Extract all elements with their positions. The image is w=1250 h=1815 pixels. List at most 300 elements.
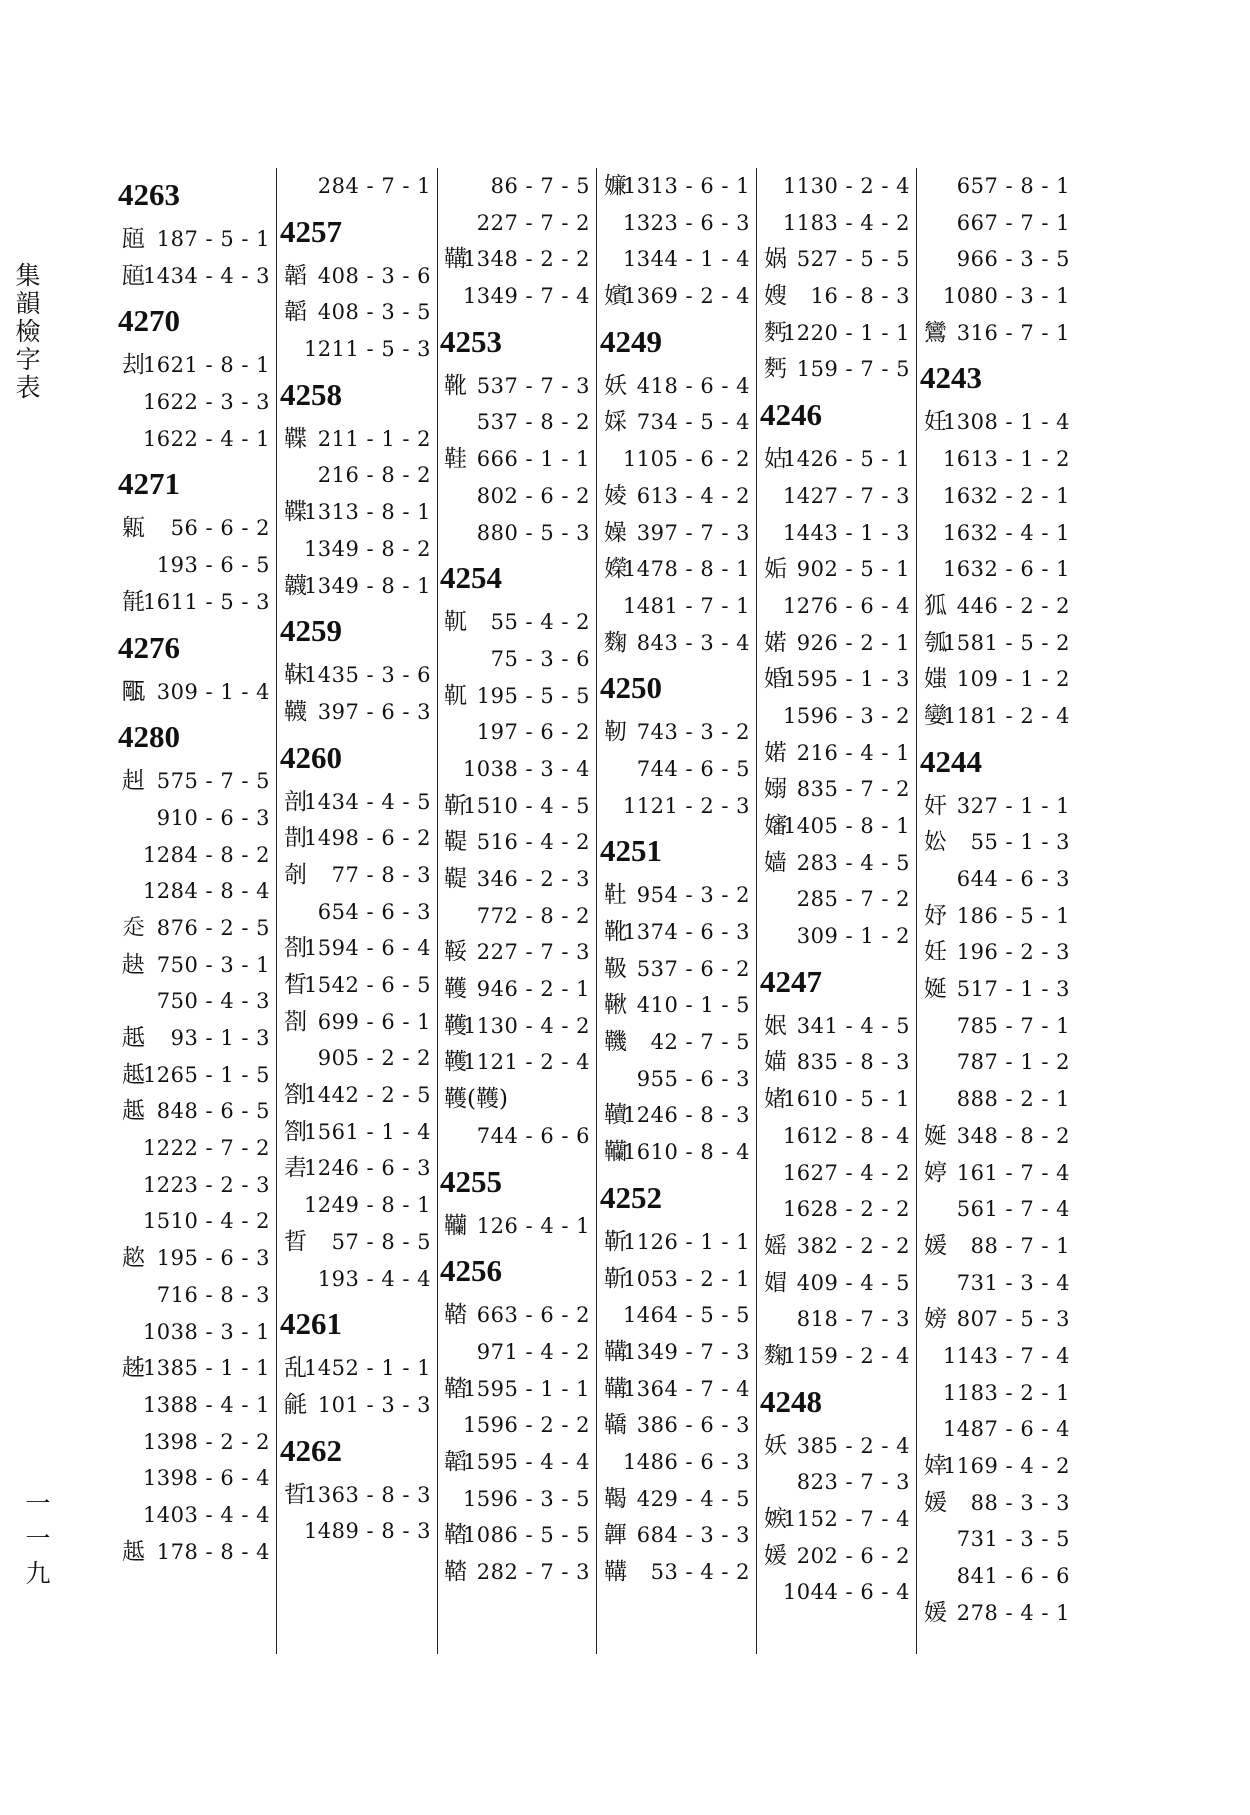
index-entry bbox=[118, 1424, 272, 1461]
entry-reference: 1349 - 7 - 4 bbox=[462, 284, 590, 309]
entry-character: 妖 bbox=[604, 372, 627, 399]
index-entry bbox=[440, 1554, 592, 1591]
entry-reference: 1611 - 5 - 3 bbox=[142, 589, 270, 614]
index-entry bbox=[118, 1093, 272, 1130]
entry-reference: 1222 - 7 - 2 bbox=[142, 1136, 270, 1161]
section-code-label: 4253 bbox=[440, 323, 502, 359]
entry-character: 鞲 bbox=[444, 246, 467, 273]
index-entry bbox=[600, 714, 752, 751]
index-entry bbox=[600, 588, 752, 625]
index-entry bbox=[280, 457, 433, 494]
entry-reference: 731 - 3 - 5 bbox=[956, 1527, 1070, 1552]
index-entry bbox=[760, 1464, 912, 1501]
entry-character: 靸 bbox=[604, 955, 627, 982]
index-entry bbox=[920, 205, 1072, 242]
entry-character: 娫 bbox=[924, 976, 947, 1003]
index-entry bbox=[118, 947, 272, 984]
index-entry bbox=[760, 588, 912, 625]
entry-reference: 86 - 7 - 5 bbox=[490, 174, 590, 198]
index-entry bbox=[440, 971, 592, 1008]
index-entry bbox=[280, 894, 433, 931]
index-entry bbox=[600, 168, 752, 205]
section-code bbox=[118, 294, 272, 347]
index-entry bbox=[600, 1407, 752, 1444]
entry-reference: 1183 - 2 - 1 bbox=[942, 1380, 1070, 1405]
index-entry bbox=[600, 1334, 752, 1371]
index-entry bbox=[440, 1008, 592, 1045]
entry-reference: 848 - 6 - 5 bbox=[156, 1099, 270, 1124]
entry-reference: 1489 - 8 - 3 bbox=[303, 1519, 431, 1544]
entry-reference: 195 - 6 - 3 bbox=[156, 1246, 270, 1271]
entry-character: 婚 bbox=[764, 666, 787, 693]
index-entry bbox=[760, 1044, 912, 1081]
index-entry bbox=[440, 1517, 592, 1554]
index-entry bbox=[760, 771, 912, 808]
entry-reference: 193 - 6 - 5 bbox=[156, 553, 270, 578]
entry-reference: 88 - 7 - 1 bbox=[970, 1233, 1070, 1258]
index-entry bbox=[600, 205, 752, 242]
entry-reference: 667 - 7 - 1 bbox=[956, 210, 1070, 235]
index-column-3 bbox=[440, 168, 592, 1658]
entry-character: 砉 bbox=[284, 1155, 307, 1182]
entry-reference: 1510 - 4 - 5 bbox=[462, 793, 590, 818]
entry-reference: 1622 - 4 - 1 bbox=[142, 426, 270, 451]
index-entry bbox=[440, 1081, 592, 1118]
entry-character: 姤 bbox=[764, 556, 787, 583]
entry-reference: 684 - 3 - 3 bbox=[636, 1523, 750, 1548]
entry-character: 婈 bbox=[604, 482, 627, 509]
section-code bbox=[920, 351, 1072, 404]
index-entry bbox=[280, 531, 433, 568]
entry-character: 韜 bbox=[444, 1448, 467, 1475]
section-code-label: 4270 bbox=[118, 303, 180, 339]
entry-reference: 1038 - 3 - 1 bbox=[142, 1319, 270, 1344]
entry-character: 嫉 bbox=[764, 1506, 787, 1532]
index-entry bbox=[440, 898, 592, 935]
entry-reference: 654 - 6 - 3 bbox=[317, 899, 431, 924]
index-entry bbox=[600, 1097, 752, 1134]
entry-reference: 418 - 6 - 4 bbox=[636, 373, 750, 398]
entry-character: 媸 bbox=[924, 666, 947, 693]
entry-reference: 926 - 2 - 1 bbox=[796, 630, 910, 655]
entry-reference: 1284 - 8 - 4 bbox=[142, 879, 270, 904]
index-entry bbox=[600, 478, 752, 515]
index-entry bbox=[118, 674, 272, 711]
index-entry bbox=[118, 837, 272, 874]
entry-reference: 613 - 4 - 2 bbox=[636, 483, 750, 508]
entry-reference: 785 - 7 - 1 bbox=[956, 1013, 1070, 1038]
entry-reference: 905 - 2 - 2 bbox=[317, 1046, 431, 1071]
entry-character: 韗 bbox=[604, 1522, 627, 1549]
index-entry bbox=[760, 1228, 912, 1265]
page-number: 一一九 bbox=[22, 1490, 51, 1595]
index-entry bbox=[760, 315, 912, 352]
entry-reference: 750 - 4 - 3 bbox=[156, 989, 270, 1014]
entry-reference: 309 - 1 - 2 bbox=[796, 924, 910, 949]
entry-character: 嬫 bbox=[604, 556, 627, 583]
index-entry bbox=[600, 1517, 752, 1554]
entry-reference: 699 - 6 - 1 bbox=[317, 1009, 431, 1034]
entry-reference: 802 - 6 - 2 bbox=[476, 483, 590, 508]
index-entry bbox=[118, 421, 272, 458]
index-entry bbox=[920, 1155, 1072, 1192]
entry-reference: 744 - 6 - 5 bbox=[636, 756, 750, 781]
section-code bbox=[440, 1155, 592, 1208]
index-entry bbox=[280, 1350, 433, 1387]
index-entry bbox=[600, 1224, 752, 1261]
index-column-6 bbox=[920, 168, 1072, 1658]
entry-character: 娫 bbox=[924, 1122, 947, 1149]
entry-character: 晢 bbox=[284, 1228, 307, 1255]
entry-reference: 1398 - 6 - 4 bbox=[142, 1466, 270, 1491]
entry-reference: 537 - 8 - 2 bbox=[476, 410, 590, 435]
index-entry bbox=[600, 951, 752, 988]
index-entry bbox=[440, 1481, 592, 1518]
entry-reference: 278 - 4 - 1 bbox=[956, 1600, 1070, 1625]
entry-character: 靺 bbox=[284, 662, 307, 689]
index-entry bbox=[760, 1501, 912, 1538]
entry-character: 鞮 bbox=[444, 866, 467, 892]
index-entry bbox=[920, 278, 1072, 315]
entry-reference: 946 - 2 - 1 bbox=[476, 977, 590, 1002]
entry-character: 媌 bbox=[764, 1049, 787, 1076]
index-entry bbox=[920, 1448, 1072, 1485]
index-entry bbox=[920, 1191, 1072, 1228]
index-entry bbox=[280, 421, 433, 458]
section-code bbox=[600, 1171, 752, 1224]
section-code bbox=[600, 315, 752, 368]
entry-reference: 126 - 4 - 1 bbox=[476, 1213, 590, 1238]
index-entry bbox=[920, 1338, 1072, 1375]
entry-character: 瓸 bbox=[122, 226, 145, 252]
entry-reference: 1385 - 1 - 1 bbox=[142, 1356, 270, 1381]
entry-character: 婼 bbox=[764, 629, 787, 656]
entry-reference: 309 - 1 - 4 bbox=[156, 679, 270, 704]
entry-reference: 327 - 1 - 1 bbox=[956, 793, 1070, 818]
section-code bbox=[280, 1297, 433, 1350]
index-entry bbox=[440, 1208, 592, 1245]
entry-reference: 750 - 3 - 1 bbox=[156, 952, 270, 977]
section-code bbox=[118, 168, 272, 221]
entry-reference: 1542 - 6 - 5 bbox=[303, 973, 431, 997]
index-entry bbox=[118, 384, 272, 421]
entry-reference: 841 - 6 - 6 bbox=[956, 1564, 1070, 1589]
entry-character: 毻 bbox=[122, 588, 145, 615]
index-entry bbox=[920, 934, 1072, 971]
entry-character: 媛 bbox=[924, 1599, 947, 1626]
entry-reference: 408 - 3 - 6 bbox=[317, 263, 431, 288]
entry-reference: 1427 - 7 - 3 bbox=[782, 483, 910, 508]
entry-reference: 1348 - 2 - 2 bbox=[462, 247, 590, 272]
section-code bbox=[440, 1244, 592, 1297]
entry-character: 赳 bbox=[122, 768, 145, 795]
entry-reference: 823 - 7 - 3 bbox=[796, 1470, 910, 1495]
entry-character: 鞲 bbox=[604, 1559, 627, 1585]
entry-reference: 1610 - 8 - 4 bbox=[622, 1140, 750, 1165]
entry-reference: 55 - 1 - 3 bbox=[970, 830, 1070, 855]
index-entry bbox=[760, 441, 912, 478]
entry-reference: 56 - 6 - 2 bbox=[170, 516, 270, 541]
entry-reference: 888 - 2 - 1 bbox=[956, 1087, 1070, 1112]
entry-reference: 216 - 4 - 1 bbox=[796, 740, 910, 765]
section-code-label: 4251 bbox=[600, 833, 662, 869]
entry-reference: 386 - 6 - 3 bbox=[636, 1413, 750, 1438]
index-entry bbox=[440, 241, 592, 278]
entry-character: 鞽 bbox=[604, 1412, 627, 1439]
entry-character: 孌 bbox=[924, 702, 947, 729]
entry-reference: 666 - 1 - 1 bbox=[476, 447, 590, 472]
entry-character: 媛 bbox=[764, 1542, 787, 1569]
index-entry bbox=[600, 1134, 752, 1171]
entry-character: 鞨 bbox=[604, 1485, 627, 1512]
index-entry bbox=[440, 278, 592, 315]
entry-reference: 196 - 2 - 3 bbox=[956, 940, 1070, 965]
entry-reference: 216 - 8 - 2 bbox=[317, 463, 431, 488]
index-entry bbox=[118, 1460, 272, 1497]
index-entry bbox=[280, 1387, 433, 1424]
entry-reference: 202 - 6 - 2 bbox=[796, 1543, 910, 1568]
entry-reference: 743 - 3 - 2 bbox=[636, 720, 750, 745]
entry-reference: 429 - 4 - 5 bbox=[636, 1486, 750, 1511]
entry-character: 𧺆 bbox=[122, 914, 145, 941]
index-entry bbox=[760, 551, 912, 588]
entry-character: 甈 bbox=[122, 515, 145, 542]
entry-character: 靰 bbox=[444, 682, 467, 709]
index-entry bbox=[760, 1008, 912, 1045]
entry-reference: 1621 - 8 - 1 bbox=[142, 353, 270, 378]
index-entry bbox=[118, 1534, 272, 1571]
index-entry bbox=[280, 857, 433, 894]
entry-reference: 409 - 4 - 5 bbox=[796, 1270, 910, 1295]
index-entry bbox=[920, 241, 1072, 278]
entry-reference: 1628 - 2 - 2 bbox=[782, 1197, 910, 1222]
entry-reference: 1596 - 2 - 2 bbox=[462, 1413, 590, 1438]
index-entry bbox=[920, 788, 1072, 825]
entry-reference: 1452 - 1 - 1 bbox=[303, 1356, 431, 1381]
index-entry bbox=[440, 604, 592, 641]
entry-reference: 575 - 7 - 5 bbox=[156, 769, 270, 794]
section-code-label: 4257 bbox=[280, 213, 342, 249]
entry-reference: 744 - 6 - 6 bbox=[476, 1123, 590, 1148]
entry-character: 嬚 bbox=[604, 173, 627, 199]
entry-reference: 657 - 8 - 1 bbox=[956, 174, 1070, 198]
index-column-4 bbox=[600, 168, 752, 1658]
entry-reference: 1632 - 4 - 1 bbox=[942, 520, 1070, 545]
entry-reference: 1403 - 4 - 4 bbox=[142, 1502, 270, 1527]
index-entry bbox=[118, 1314, 272, 1351]
entry-reference: 1632 - 6 - 1 bbox=[942, 557, 1070, 582]
index-entry bbox=[118, 221, 272, 258]
entry-reference: 55 - 4 - 2 bbox=[490, 610, 590, 635]
entry-character: 韊 bbox=[604, 1139, 627, 1166]
entry-character: 靭 bbox=[604, 719, 627, 746]
index-entry bbox=[920, 478, 1072, 515]
entry-reference: 1595 - 1 - 3 bbox=[782, 667, 910, 692]
index-entry bbox=[600, 404, 752, 441]
entry-reference: 1510 - 4 - 2 bbox=[142, 1209, 270, 1234]
entry-character: 麴 bbox=[764, 1342, 787, 1369]
entry-reference: 1080 - 3 - 1 bbox=[942, 284, 1070, 309]
section-code-label: 4261 bbox=[280, 1306, 342, 1342]
entry-character: 鞜 bbox=[444, 1302, 467, 1329]
entry-character: 鞜 bbox=[444, 1375, 467, 1402]
entry-reference: 1369 - 2 - 4 bbox=[622, 284, 750, 309]
entry-reference: 1323 - 6 - 3 bbox=[622, 210, 750, 235]
entry-reference: 53 - 4 - 2 bbox=[650, 1560, 750, 1584]
entry-reference: 1364 - 7 - 4 bbox=[622, 1376, 750, 1401]
index-entry bbox=[920, 1265, 1072, 1302]
entry-reference: 1105 - 6 - 2 bbox=[622, 447, 750, 472]
index-entry bbox=[280, 294, 433, 331]
entry-reference: 1086 - 5 - 5 bbox=[462, 1523, 590, 1548]
entry-reference: 1313 - 8 - 1 bbox=[303, 500, 431, 525]
index-entry bbox=[118, 347, 272, 384]
entry-reference: 1159 - 2 - 4 bbox=[782, 1343, 910, 1368]
entry-reference: 186 - 5 - 1 bbox=[956, 903, 1070, 928]
entry-reference: 1595 - 4 - 4 bbox=[462, 1449, 590, 1474]
index-entry bbox=[280, 168, 433, 205]
index-entry bbox=[760, 1574, 912, 1611]
entry-reference: 787 - 1 - 2 bbox=[956, 1050, 1070, 1075]
index-entry bbox=[118, 1130, 272, 1167]
entry-character: 韄 bbox=[444, 1012, 467, 1039]
entry-reference: 382 - 2 - 2 bbox=[796, 1233, 910, 1258]
index-entry bbox=[280, 967, 433, 1004]
index-entry bbox=[920, 588, 1072, 625]
entry-character: 媛 bbox=[924, 1489, 947, 1516]
entry-character: 靳 bbox=[444, 792, 467, 819]
entry-character: 妊 bbox=[924, 939, 947, 966]
entry-reference: 42 - 7 - 5 bbox=[650, 1030, 750, 1055]
index-entry bbox=[760, 1191, 912, 1228]
index-entry bbox=[600, 987, 752, 1024]
entry-character: 嬪 bbox=[604, 283, 627, 310]
index-entry bbox=[440, 678, 592, 715]
entry-character: 𤭛 bbox=[122, 678, 145, 705]
entry-reference: 446 - 2 - 2 bbox=[956, 593, 1070, 618]
entry-reference: 734 - 5 - 4 bbox=[636, 410, 750, 435]
index-entry bbox=[920, 824, 1072, 861]
index-entry bbox=[118, 800, 272, 837]
entry-character: 姄 bbox=[764, 1012, 787, 1039]
entry-reference: 1053 - 2 - 1 bbox=[622, 1266, 750, 1291]
entry-character: 韇 bbox=[604, 1102, 627, 1129]
entry-reference: 1349 - 8 - 2 bbox=[303, 536, 431, 561]
entry-reference: 285 - 7 - 2 bbox=[796, 887, 910, 912]
index-entry bbox=[118, 873, 272, 910]
entry-character: 婷 bbox=[924, 1159, 947, 1186]
entry-reference: 843 - 3 - 4 bbox=[636, 630, 750, 655]
section-code bbox=[440, 315, 592, 368]
index-entry bbox=[118, 1277, 272, 1314]
index-entry bbox=[280, 494, 433, 531]
entry-character: 靰 bbox=[444, 609, 467, 636]
entry-character: 毹 bbox=[284, 1391, 307, 1418]
index-entry bbox=[920, 515, 1072, 552]
index-entry bbox=[118, 1497, 272, 1534]
entry-reference: 1143 - 7 - 4 bbox=[942, 1343, 1070, 1368]
index-entry bbox=[440, 824, 592, 861]
entry-reference: 348 - 8 - 2 bbox=[956, 1123, 1070, 1148]
index-entry bbox=[118, 510, 272, 547]
index-entry bbox=[440, 368, 592, 405]
section-code bbox=[118, 710, 272, 763]
index-entry bbox=[118, 1167, 272, 1204]
index-entry bbox=[600, 1061, 752, 1098]
entry-character: 婇 bbox=[604, 409, 627, 436]
entry-character: 鞜 bbox=[444, 1559, 467, 1585]
index-entry bbox=[600, 368, 752, 405]
index-entry bbox=[440, 168, 592, 205]
entry-character: 麫 bbox=[764, 356, 787, 383]
index-entry bbox=[280, 930, 433, 967]
index-entry bbox=[440, 1444, 592, 1481]
section-code-label: 4258 bbox=[280, 376, 342, 412]
index-entry bbox=[920, 898, 1072, 935]
entry-reference: 1284 - 8 - 2 bbox=[142, 842, 270, 867]
entry-reference: 1181 - 2 - 4 bbox=[942, 703, 1070, 728]
index-entry bbox=[280, 1187, 433, 1224]
index-entry bbox=[760, 478, 912, 515]
entry-character: 鞢 bbox=[284, 425, 307, 452]
entry-reference: 1612 - 8 - 4 bbox=[782, 1123, 910, 1148]
index-entry bbox=[920, 315, 1072, 352]
section-code-label: 4248 bbox=[760, 1383, 822, 1419]
section-code-label: 4255 bbox=[440, 1163, 502, 1199]
section-code-label: 4247 bbox=[760, 963, 822, 999]
entry-character: 嫎 bbox=[924, 1306, 947, 1333]
index-entry bbox=[440, 714, 592, 751]
entry-reference: 178 - 8 - 4 bbox=[156, 1539, 270, 1564]
entry-reference: 1426 - 5 - 1 bbox=[782, 447, 910, 472]
entry-reference: 1434 - 4 - 5 bbox=[303, 789, 431, 814]
index-entry bbox=[600, 241, 752, 278]
entry-reference: 1442 - 2 - 5 bbox=[303, 1083, 431, 1108]
section-code bbox=[440, 551, 592, 604]
section-code bbox=[280, 368, 433, 421]
index-entry bbox=[600, 1554, 752, 1591]
entry-reference: 1183 - 4 - 2 bbox=[782, 210, 910, 235]
entry-character: 瓸 bbox=[122, 262, 145, 289]
entry-reference: 195 - 5 - 5 bbox=[476, 683, 590, 708]
entry-reference: 772 - 8 - 2 bbox=[476, 903, 590, 928]
column-divider bbox=[916, 168, 917, 1654]
section-code bbox=[280, 604, 433, 657]
entry-reference: 1622 - 3 - 3 bbox=[142, 390, 270, 415]
entry-reference: 1211 - 5 - 3 bbox=[303, 337, 431, 362]
index-entry bbox=[280, 784, 433, 821]
column-divider bbox=[437, 168, 438, 1654]
entry-reference: 193 - 4 - 4 bbox=[317, 1266, 431, 1291]
entry-character: 韈 bbox=[284, 698, 307, 725]
entry-character: 鞮 bbox=[444, 829, 467, 856]
entry-reference: 1044 - 6 - 4 bbox=[782, 1580, 910, 1605]
index-entry bbox=[280, 1224, 433, 1261]
entry-reference: 1152 - 7 - 4 bbox=[782, 1507, 910, 1531]
index-entry bbox=[440, 1297, 592, 1334]
index-entry bbox=[760, 1155, 912, 1192]
index-entry bbox=[920, 661, 1072, 698]
entry-reference: 537 - 6 - 2 bbox=[636, 956, 750, 981]
index-entry bbox=[760, 881, 912, 918]
index-entry bbox=[760, 661, 912, 698]
entry-reference: 1223 - 2 - 3 bbox=[142, 1172, 270, 1197]
entry-reference: 1349 - 7 - 3 bbox=[622, 1339, 750, 1364]
index-entry bbox=[760, 698, 912, 735]
section-code-label: 4249 bbox=[600, 323, 662, 359]
entry-reference: 16 - 8 - 3 bbox=[810, 284, 910, 309]
entry-reference: 283 - 4 - 5 bbox=[796, 850, 910, 875]
